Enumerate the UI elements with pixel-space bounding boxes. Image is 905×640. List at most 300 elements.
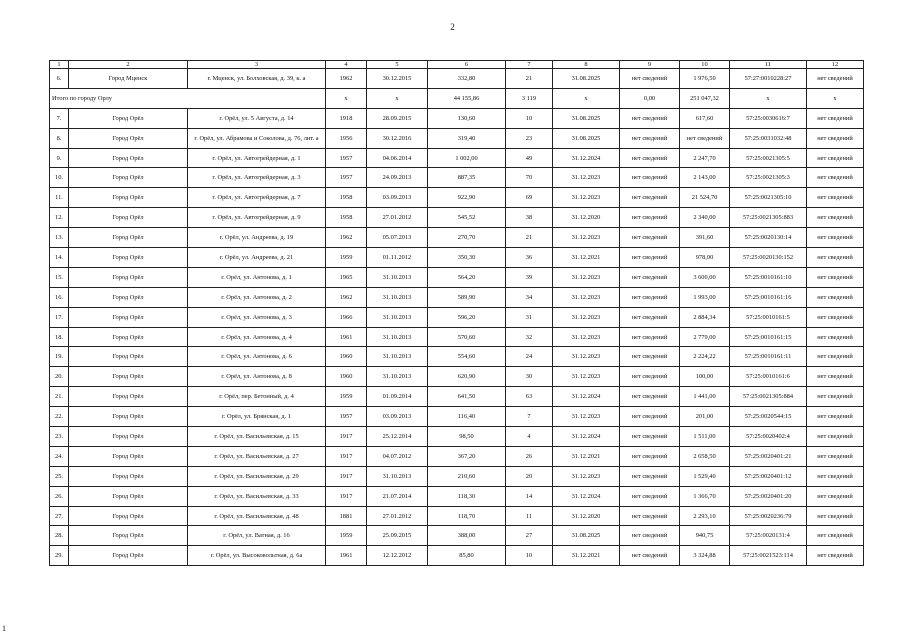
table-cell: х: [367, 88, 428, 108]
table-cell: 39: [506, 267, 553, 287]
table-cell: нет сведений: [807, 546, 864, 566]
table-body: [50, 61, 864, 566]
table-row: [50, 427, 864, 447]
table-cell: нет сведений: [807, 228, 864, 248]
column-number-cell: 3: [188, 61, 326, 69]
table-cell: нет сведений: [807, 387, 864, 407]
table-cell: 31.10.2013: [367, 367, 428, 387]
table-cell: нет сведений: [620, 108, 680, 128]
table-cell: 1959: [326, 526, 367, 546]
table-cell: 25.09.2015: [367, 526, 428, 546]
table-cell: 3 324,88: [680, 546, 730, 566]
column-number-cell: 5: [367, 61, 428, 69]
table-cell: нет сведений: [620, 407, 680, 427]
table-cell: Город Орёл: [69, 148, 188, 168]
table-cell: 57:25:0021523:114: [730, 546, 807, 566]
table-cell: 01.09.2014: [367, 387, 428, 407]
table-cell: Город Орёл: [69, 108, 188, 128]
table-cell: Город Орёл: [69, 387, 188, 407]
column-number-cell: 10: [680, 61, 730, 69]
table-cell: нет сведений: [620, 128, 680, 148]
table-cell: 14.: [50, 248, 69, 268]
table-cell: 210,60: [428, 466, 506, 486]
table-cell: 31.10.2013: [367, 466, 428, 486]
table-cell: 31.08.2025: [553, 128, 620, 148]
table-cell: нет сведений: [620, 69, 680, 89]
table-cell: нет сведений: [807, 188, 864, 208]
table-cell: 44 155,86: [428, 88, 506, 108]
table-cell: 03.09.2013: [367, 407, 428, 427]
table-cell: нет сведений: [807, 446, 864, 466]
table-cell: г. Орёл, ул. Васильевская, д. 33: [188, 486, 326, 506]
table-cell: 10.: [50, 168, 69, 188]
column-number-cell: 7: [506, 61, 553, 69]
table-cell: 554,60: [428, 347, 506, 367]
table-cell: 57:25:0020402:4: [730, 427, 807, 447]
table-cell: нет сведений: [620, 148, 680, 168]
table-cell: 57:25:0010161:11: [730, 347, 807, 367]
table-cell: 27.01.2012: [367, 506, 428, 526]
table-cell: г. Орёл, ул. Антонова, д. 6: [188, 347, 326, 367]
table-cell: 1917: [326, 427, 367, 447]
table-cell: 7: [506, 407, 553, 427]
table-cell: 31.12.2023: [553, 327, 620, 347]
table-cell: 20.: [50, 367, 69, 387]
table-cell: нет сведений: [620, 526, 680, 546]
table-cell: 18.: [50, 327, 69, 347]
table-cell: 31.12.2024: [553, 427, 620, 447]
table-row: [50, 506, 864, 526]
table-cell: 24: [506, 347, 553, 367]
table-cell: нет сведений: [807, 307, 864, 327]
table-cell: 49: [506, 148, 553, 168]
table-cell: 2 658,50: [680, 446, 730, 466]
table-cell: х: [553, 88, 620, 108]
table-cell: 6.: [50, 69, 69, 89]
table-cell: 10: [506, 108, 553, 128]
table-cell: 118,30: [428, 486, 506, 506]
table-cell: 31.12.2023: [553, 188, 620, 208]
column-number-cell: 1: [50, 61, 69, 69]
table-cell: г. Орёл, ул. Автогрейдерная, д. 7: [188, 188, 326, 208]
table-cell: нет сведений: [620, 307, 680, 327]
table-cell: 1956: [326, 128, 367, 148]
table-cell: нет сведений: [620, 486, 680, 506]
table-cell: 1959: [326, 248, 367, 268]
table-cell: 23: [506, 128, 553, 148]
table-row: [50, 248, 864, 268]
table-cell: 57:25:0010161:5: [730, 307, 807, 327]
table-row: [50, 69, 864, 89]
table-cell: Город Орёл: [69, 367, 188, 387]
table-cell: нет сведений: [807, 128, 864, 148]
table-cell: нет сведений: [680, 128, 730, 148]
table-cell: 57:25:0021305:883: [730, 208, 807, 228]
table-cell: 11.: [50, 188, 69, 208]
table-cell: 1 976,50: [680, 69, 730, 89]
table-cell: 11: [506, 506, 553, 526]
table-cell: 1962: [326, 228, 367, 248]
table-cell: 63: [506, 387, 553, 407]
table-cell: 69: [506, 188, 553, 208]
table-cell: 04.07.2012: [367, 446, 428, 466]
table-cell: Город Орёл: [69, 128, 188, 148]
table-cell: нет сведений: [620, 267, 680, 287]
table-cell: 31.12.2024: [553, 148, 620, 168]
table-cell: 1917: [326, 466, 367, 486]
table-cell: 31.12.2021: [553, 446, 620, 466]
table-cell: 130,60: [428, 108, 506, 128]
total-row: [50, 88, 864, 108]
table-cell: 12.12.2012: [367, 546, 428, 566]
table-row: [50, 546, 864, 566]
table-cell: нет сведений: [620, 506, 680, 526]
table-cell: 1960: [326, 347, 367, 367]
table-cell: 596,20: [428, 307, 506, 327]
table-cell: нет сведений: [807, 287, 864, 307]
column-number-cell: 6: [428, 61, 506, 69]
table-cell: нет сведений: [620, 327, 680, 347]
table-cell: 57:27:0010228:27: [730, 69, 807, 89]
table-cell: нет сведений: [807, 327, 864, 347]
table-cell: 100,00: [680, 367, 730, 387]
table-cell: нет сведений: [807, 427, 864, 447]
table-row: [50, 367, 864, 387]
table-cell: нет сведений: [807, 69, 864, 89]
table-cell: 31.10.2013: [367, 327, 428, 347]
total-label: Итого по городу Орлу: [50, 88, 326, 108]
table-cell: 31.10.2013: [367, 287, 428, 307]
table-cell: 16.: [50, 287, 69, 307]
table-cell: 19.: [50, 347, 69, 367]
table-cell: 2 293,10: [680, 506, 730, 526]
table-cell: 36: [506, 248, 553, 268]
table-cell: 9.: [50, 148, 69, 168]
table-cell: 25.12.2014: [367, 427, 428, 447]
housing-registry-table: [49, 60, 864, 566]
table-cell: 116,40: [428, 407, 506, 427]
table-cell: г. Орёл, ул. Автогрейдерная, д. 9: [188, 208, 326, 228]
table-row: [50, 327, 864, 347]
table-cell: Город Орёл: [69, 267, 188, 287]
table-row: [50, 228, 864, 248]
table-cell: 27.: [50, 506, 69, 526]
table-cell: 31.12.2024: [553, 486, 620, 506]
table-cell: г. Орёл, ул. Автогрейдерная, д. 3: [188, 168, 326, 188]
table-cell: 31.12.2023: [553, 168, 620, 188]
table-cell: 31.10.2013: [367, 267, 428, 287]
table-cell: нет сведений: [620, 228, 680, 248]
table-cell: 13.: [50, 228, 69, 248]
table-cell: нет сведений: [807, 347, 864, 367]
column-number-cell: 9: [620, 61, 680, 69]
table-cell: нет сведений: [807, 526, 864, 546]
table-cell: г. Орёл, ул. Васильевская, д. 27: [188, 446, 326, 466]
table-cell: 3 119: [506, 88, 553, 108]
table-cell: г. Орёл, ул. Антонова, д. 2: [188, 287, 326, 307]
table-cell: Город Орёл: [69, 287, 188, 307]
table-cell: 15.: [50, 267, 69, 287]
table-cell: нет сведений: [807, 267, 864, 287]
table-cell: нет сведений: [620, 367, 680, 387]
table-cell: 57:25:0010161:6: [730, 367, 807, 387]
table-cell: г. Мценск, ул. Болховская, д. 39, к. а: [188, 69, 326, 89]
table-cell: 31.12.2020: [553, 208, 620, 228]
table-cell: 641,50: [428, 387, 506, 407]
table-row: [50, 188, 864, 208]
table-cell: 31.12.2023: [553, 367, 620, 387]
table-cell: Город Орёл: [69, 446, 188, 466]
table-cell: 01.11.2012: [367, 248, 428, 268]
table-cell: г. Орёл, ул. Антонова, д. 8: [188, 367, 326, 387]
table-cell: 30.12.2016: [367, 128, 428, 148]
table-cell: 27: [506, 526, 553, 546]
table-cell: 1961: [326, 327, 367, 347]
table-cell: нет сведений: [807, 168, 864, 188]
table-cell: нет сведений: [620, 188, 680, 208]
table-cell: 367,20: [428, 446, 506, 466]
table-cell: 70: [506, 168, 553, 188]
table-cell: 31.12.2020: [553, 506, 620, 526]
table-cell: нет сведений: [807, 407, 864, 427]
table-cell: 1957: [326, 407, 367, 427]
table-cell: 1 511,00: [680, 427, 730, 447]
table-cell: 57:25:0020130:152: [730, 248, 807, 268]
table-cell: 30.12.2015: [367, 69, 428, 89]
table-cell: 31.10.2013: [367, 307, 428, 327]
page-number: 2: [450, 22, 455, 32]
table-cell: г. Орёл, ул. Васильевская, д. 29: [188, 466, 326, 486]
table-cell: 270,70: [428, 228, 506, 248]
table-cell: 1960: [326, 367, 367, 387]
table-cell: 21.07.2014: [367, 486, 428, 506]
table-cell: 17.: [50, 307, 69, 327]
column-number-row: [50, 61, 864, 69]
table-cell: 1966: [326, 307, 367, 327]
table-cell: 1958: [326, 208, 367, 228]
table-cell: 332,80: [428, 69, 506, 89]
table-cell: г. Орёл, ул. 5 Августа, д. 14: [188, 108, 326, 128]
table-cell: нет сведений: [620, 208, 680, 228]
table-cell: 1959: [326, 387, 367, 407]
table-cell: Город Орёл: [69, 506, 188, 526]
table-cell: х: [730, 88, 807, 108]
table-cell: 12.: [50, 208, 69, 228]
table-cell: 620,90: [428, 367, 506, 387]
table-cell: 24.09.2013: [367, 168, 428, 188]
table-cell: 978,00: [680, 248, 730, 268]
table-cell: нет сведений: [807, 108, 864, 128]
table-cell: 31.12.2024: [553, 387, 620, 407]
table-cell: 57:25:0021305:5: [730, 148, 807, 168]
table-cell: 25.: [50, 466, 69, 486]
table-cell: Город Орёл: [69, 347, 188, 367]
table-cell: Город Орёл: [69, 486, 188, 506]
table-cell: 4: [506, 427, 553, 447]
table-cell: г. Орёл, ул. Андреева, д. 19: [188, 228, 326, 248]
table-cell: 2 143,00: [680, 168, 730, 188]
table-cell: 21: [506, 228, 553, 248]
table-cell: 23.: [50, 427, 69, 447]
table-cell: нет сведений: [807, 367, 864, 387]
table-cell: 1957: [326, 148, 367, 168]
table-cell: 57:25:0020131:4: [730, 526, 807, 546]
table-cell: 940,75: [680, 526, 730, 546]
table-cell: х: [807, 88, 864, 108]
table-row: [50, 407, 864, 427]
table-cell: 251 047,32: [680, 88, 730, 108]
table-cell: 04.06.2014: [367, 148, 428, 168]
table-cell: 2 247,70: [680, 148, 730, 168]
table-cell: 14: [506, 486, 553, 506]
table-cell: 319,40: [428, 128, 506, 148]
table-cell: Город Орёл: [69, 307, 188, 327]
table-cell: 57:25:0021305:3: [730, 168, 807, 188]
table-cell: 1918: [326, 108, 367, 128]
table-cell: 24.: [50, 446, 69, 466]
table-row: [50, 347, 864, 367]
table-cell: нет сведений: [620, 427, 680, 447]
table-cell: 31.12.2023: [553, 287, 620, 307]
table-row: [50, 267, 864, 287]
table-cell: Город Орёл: [69, 208, 188, 228]
table-cell: 21.: [50, 387, 69, 407]
column-number-cell: 11: [730, 61, 807, 69]
table-cell: 57:25:0020130:14: [730, 228, 807, 248]
table-cell: 57:25:0031032:48: [730, 128, 807, 148]
table-cell: г. Орёл, ул. Абрамова и Соколова, д. 76, лит. а: [188, 128, 326, 148]
table-cell: Город Орёл: [69, 466, 188, 486]
table-cell: х: [326, 88, 367, 108]
table-row: [50, 128, 864, 148]
table-cell: нет сведений: [620, 446, 680, 466]
table-cell: г. Орёл, пер. Бетонный, д. 4: [188, 387, 326, 407]
table-cell: 2 779,00: [680, 327, 730, 347]
table-cell: нет сведений: [807, 466, 864, 486]
table-cell: нет сведений: [620, 387, 680, 407]
table-cell: 10: [506, 546, 553, 566]
table-cell: г. Орёл, ул. Васильевская, д. 48: [188, 506, 326, 526]
table-cell: 57:25:0010161:16: [730, 287, 807, 307]
table-cell: нет сведений: [620, 546, 680, 566]
table-cell: нет сведений: [807, 486, 864, 506]
table-cell: 32: [506, 327, 553, 347]
table-cell: 22.: [50, 407, 69, 427]
table-cell: Город Мценск: [69, 69, 188, 89]
table-cell: 21 524,70: [680, 188, 730, 208]
table-row: [50, 446, 864, 466]
table-cell: 617,60: [680, 108, 730, 128]
table-cell: нет сведений: [620, 466, 680, 486]
table-cell: г. Орёл, ул. Брянская, д. 1: [188, 407, 326, 427]
table-cell: 31.12.2021: [553, 248, 620, 268]
table-cell: 29.: [50, 546, 69, 566]
table-cell: Город Орёл: [69, 407, 188, 427]
table-cell: 589,90: [428, 287, 506, 307]
table-row: [50, 307, 864, 327]
table-row: [50, 148, 864, 168]
table-row: [50, 526, 864, 546]
table-cell: 57:25:0020236:79: [730, 506, 807, 526]
table-cell: 31.12.2021: [553, 546, 620, 566]
table-cell: 31.12.2023: [553, 228, 620, 248]
table-cell: 922,90: [428, 188, 506, 208]
table-row: [50, 486, 864, 506]
table-cell: нет сведений: [620, 347, 680, 367]
table-cell: 27.01.2012: [367, 208, 428, 228]
table-cell: 26: [506, 446, 553, 466]
table-cell: г. Орёл, ул. Антонова, д. 4: [188, 327, 326, 347]
table-cell: 31: [506, 307, 553, 327]
table-cell: г. Орёл, ул. Антонова, д. 1: [188, 267, 326, 287]
table-cell: 1917: [326, 446, 367, 466]
table-cell: 1957: [326, 168, 367, 188]
table-cell: Город Орёл: [69, 526, 188, 546]
table-cell: г. Орёл, ул. Антонова, д. 3: [188, 307, 326, 327]
table-cell: нет сведений: [807, 148, 864, 168]
table-cell: 564,20: [428, 267, 506, 287]
table-cell: 2 340,00: [680, 208, 730, 228]
table-row: [50, 466, 864, 486]
table-cell: 7.: [50, 108, 69, 128]
table-cell: 57:25:0030616:7: [730, 108, 807, 128]
table-cell: Город Орёл: [69, 168, 188, 188]
table-cell: 1962: [326, 69, 367, 89]
table-cell: 31.08.2025: [553, 69, 620, 89]
table-cell: 1 993,00: [680, 287, 730, 307]
table-cell: нет сведений: [620, 287, 680, 307]
table-cell: 57:25:0021305:884: [730, 387, 807, 407]
column-number-cell: 2: [69, 61, 188, 69]
table-cell: нет сведений: [620, 168, 680, 188]
table-cell: 2 224,22: [680, 347, 730, 367]
table-cell: нет сведений: [807, 208, 864, 228]
table-cell: 570,60: [428, 327, 506, 347]
table-cell: 1 366,70: [680, 486, 730, 506]
table-cell: 8.: [50, 128, 69, 148]
table-cell: 28.: [50, 526, 69, 546]
table-cell: 31.12.2023: [553, 307, 620, 327]
table-row: [50, 287, 864, 307]
table-cell: г. Орёл, ул. Высоковольтная, д. 6а: [188, 546, 326, 566]
table-cell: Город Орёл: [69, 546, 188, 566]
table-cell: 31.08.2025: [553, 526, 620, 546]
table-cell: 28.09.2015: [367, 108, 428, 128]
table-cell: 31.12.2023: [553, 466, 620, 486]
table-cell: 57:25:0020401:20: [730, 486, 807, 506]
table-cell: 3 600,00: [680, 267, 730, 287]
table-cell: 1917: [326, 486, 367, 506]
table-cell: 57:25:0020401:21: [730, 446, 807, 466]
table-cell: г. Орёл, ул. Ватная, д. 16: [188, 526, 326, 546]
table-cell: Город Орёл: [69, 427, 188, 447]
table-cell: 34: [506, 287, 553, 307]
table-cell: 545,52: [428, 208, 506, 228]
table-cell: 31.12.2023: [553, 267, 620, 287]
table-cell: нет сведений: [620, 248, 680, 268]
table-cell: 21: [506, 69, 553, 89]
column-number-cell: 12: [807, 61, 864, 69]
table-cell: 20: [506, 466, 553, 486]
table-cell: 1 002,00: [428, 148, 506, 168]
table-cell: 1962: [326, 287, 367, 307]
table-cell: 31.12.2023: [553, 347, 620, 367]
column-number-cell: 4: [326, 61, 367, 69]
table-cell: нет сведений: [807, 248, 864, 268]
table-cell: 98,50: [428, 427, 506, 447]
table-cell: 350,30: [428, 248, 506, 268]
table-row: [50, 108, 864, 128]
